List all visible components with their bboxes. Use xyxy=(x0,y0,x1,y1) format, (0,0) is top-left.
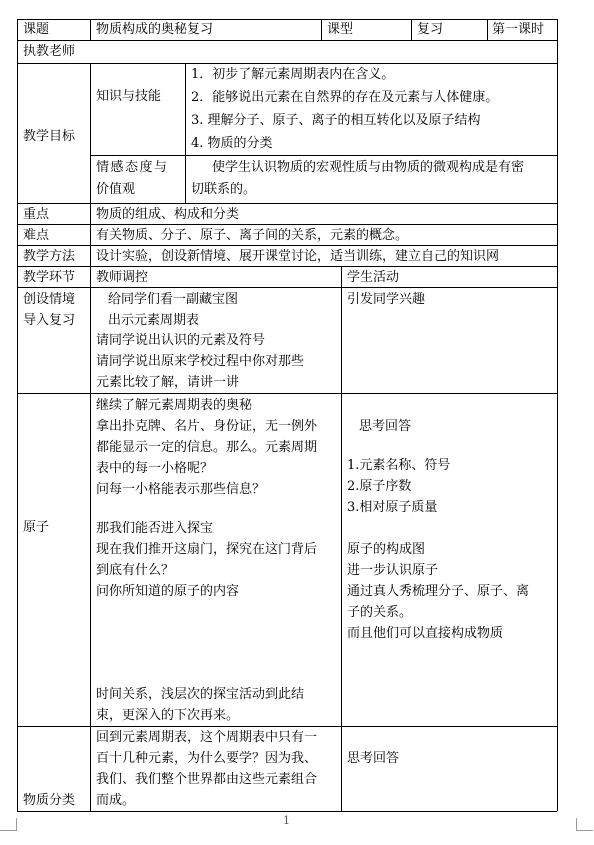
focus-label: 重点 xyxy=(23,207,50,222)
row2-label: 原子 xyxy=(23,520,50,535)
row2-teacher-line: 都能显示一定的信息。那么。元素周期 xyxy=(96,440,318,455)
row2-teacher-line: 时间关系，浅层次的探宝活动到此结 xyxy=(96,687,305,702)
section-step-header: 教学环节 xyxy=(23,270,76,285)
row2-teacher-line: 拿出扑克牌、名片、身份证，无一例外 xyxy=(96,419,318,434)
row2-student-line: 2.原子序数 xyxy=(347,479,412,494)
knowledge-item: 3. 理解分子、原子、离子的相互转化以及原子结构 xyxy=(191,113,481,128)
emotion-label: 情感态度与 xyxy=(96,160,169,175)
row2-teacher-line: 继续了解元素周期表的奥秘 xyxy=(96,398,253,413)
row3-teacher-line: 回到元素周期表，这个周期表中只有一 xyxy=(96,730,318,745)
row2-teacher-line: 现在我们推开这扇门，探究在这门背后 xyxy=(96,542,318,557)
row1-teacher-line: 出示元素周期表 xyxy=(108,313,200,328)
goals-label: 教学目标 xyxy=(23,129,76,144)
row1-teacher-line: 请同学说出原来学校过程中你对那些 xyxy=(96,354,305,369)
grid-line xyxy=(185,63,186,203)
row2-student-line: 思考回答 xyxy=(359,419,412,434)
page-crop-mark xyxy=(0,818,17,831)
row2-teacher-line: 问你所知道的原子的内容 xyxy=(96,584,240,599)
knowledge-item: 2．能够说出元素在自然界的存在及元素与人体健康。 xyxy=(191,90,499,105)
emotion-text: 切联系的。 xyxy=(191,182,257,197)
header-subject-label: 课题 xyxy=(23,22,50,37)
grid-line xyxy=(90,63,91,203)
header-type-value: 复习 xyxy=(417,22,444,37)
row2-teacher-line: 到底有什么？ xyxy=(96,563,175,578)
row1-teacher-line: 请同学说出认识的元素及符号 xyxy=(96,333,266,348)
header-subject-value: 物质构成的奥秘复习 xyxy=(96,22,214,37)
row3-label: 物质分类 xyxy=(23,793,76,808)
row2-student-line: 而且他们可以直接构成物质 xyxy=(347,626,504,641)
section-teacher-header: 教师调控 xyxy=(96,270,149,285)
grid-line xyxy=(90,266,91,811)
method-label: 教学方法 xyxy=(23,249,76,264)
page-number: 1 xyxy=(283,814,290,827)
row2-student-line: 1.元素名称、符号 xyxy=(347,458,451,473)
knowledge-item: 4. 物质的分类 xyxy=(191,136,273,151)
row2-student-line: 原子的构成图 xyxy=(347,542,426,557)
page-crop-mark xyxy=(576,818,593,831)
header-type-label: 课型 xyxy=(327,22,354,37)
row3-teacher-line: 而成。 xyxy=(96,793,136,808)
row1-label: 导入复习 xyxy=(23,313,76,328)
header-period: 第一课时 xyxy=(492,22,545,37)
row1-teacher-line: 元素比较了解，请讲一讲 xyxy=(96,375,240,390)
row2-teacher-line: 束，更深入的下次再来。 xyxy=(96,708,240,723)
row1-student-text: 引发同学兴趣 xyxy=(347,292,426,307)
row2-teacher-line: 表中的每一小格呢？ xyxy=(96,461,214,476)
knowledge-label: 知识与技能 xyxy=(96,89,162,104)
difficulty-text: 有关物质、分子、原子、离子间的关系，元素的概念。 xyxy=(96,228,409,243)
grid-line xyxy=(557,19,558,811)
grid-line xyxy=(90,19,91,40)
row2-student-line: 进一步认识原子 xyxy=(347,563,439,578)
emotion-text: 使学生认识物质的宏观性质与由物质的微观构成是有密 xyxy=(212,160,525,175)
grid-line xyxy=(17,811,557,812)
row3-student-text: 思考回答 xyxy=(347,751,400,766)
row3-teacher-line: 百十几种元素，为什么要学？因为我、 xyxy=(96,751,318,766)
grid-line xyxy=(321,19,322,40)
method-text: 设计实验，创设新情境、展开课堂讨论，适当训练，建立自己的知识网 xyxy=(96,249,500,264)
difficulty-label: 难点 xyxy=(23,228,50,243)
grid-line xyxy=(17,40,557,41)
grid-line xyxy=(90,155,557,156)
grid-line xyxy=(17,393,557,394)
grid-line xyxy=(487,19,488,40)
row2-student-line: 通过真人秀梳理分子、原子、离 xyxy=(347,584,530,599)
row2-student-line: 子的关系。 xyxy=(347,605,413,620)
focus-text: 物质的组成、构成和分类 xyxy=(96,207,240,222)
section-student-header: 学生活动 xyxy=(347,270,400,285)
row2-teacher-line: 问每一小格能表示那些信息？ xyxy=(96,482,266,497)
row2-student-line: 3.相对原子质量 xyxy=(347,500,438,515)
grid-line xyxy=(17,19,18,811)
teacher-label: 执教老师 xyxy=(23,44,76,59)
grid-line xyxy=(341,266,342,811)
row1-teacher-line: 给同学们看一副藏宝图 xyxy=(108,292,239,307)
row2-teacher-line: 那我们能否进入探宝 xyxy=(96,521,214,536)
row1-label: 创设情境 xyxy=(23,292,76,307)
row3-teacher-line: 我们、我们整个世界都由这些元素组合 xyxy=(96,772,318,787)
knowledge-item: 1．初步了解元素周期表内在含义。 xyxy=(191,67,395,82)
emotion-label: 价值观 xyxy=(96,182,136,197)
grid-line xyxy=(411,19,412,40)
